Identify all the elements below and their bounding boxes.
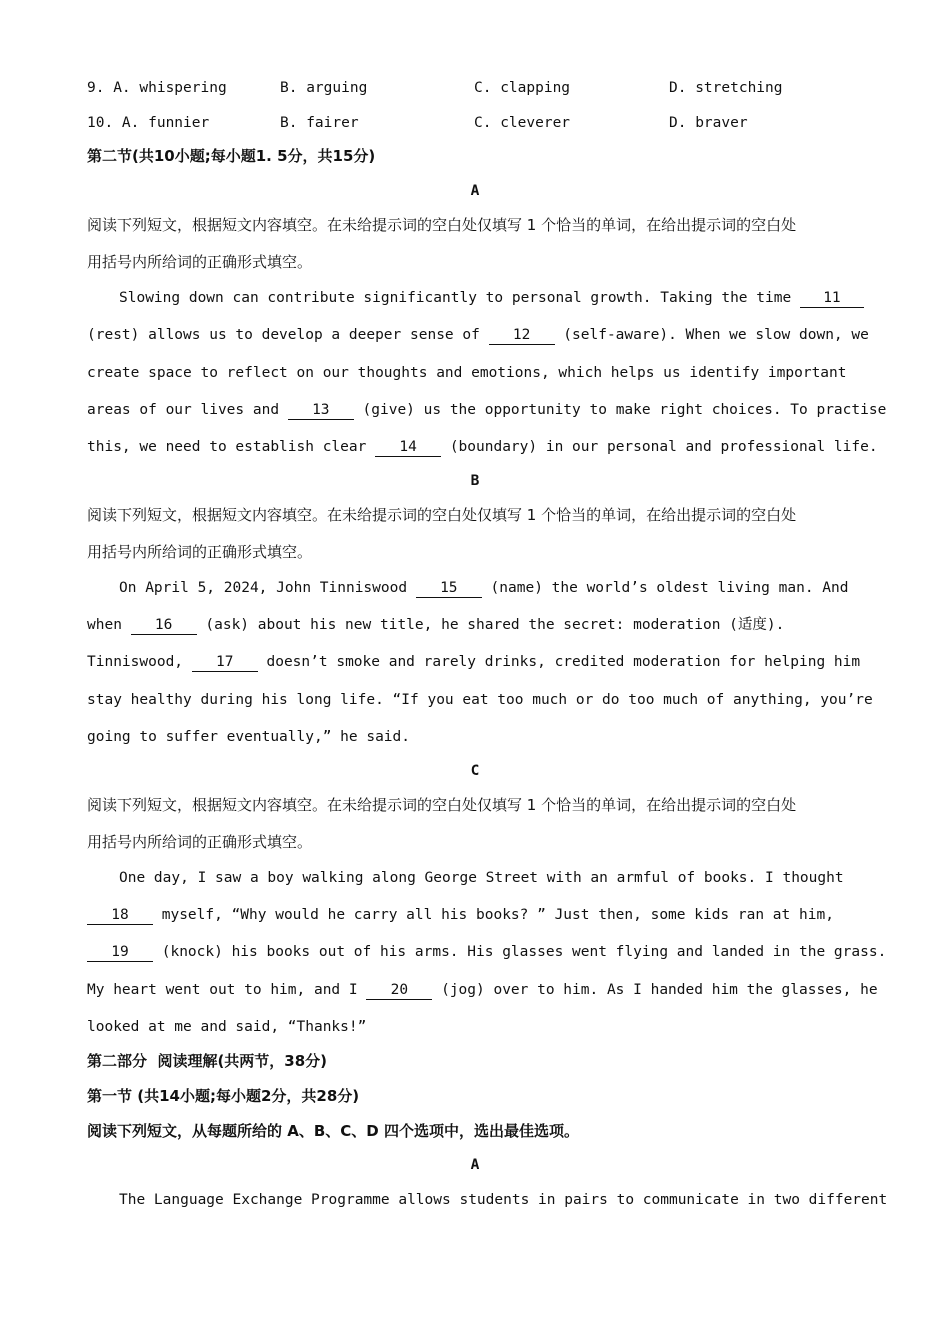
passage-c-line-5: looked at me and said, “Thanks!”: [87, 1019, 367, 1035]
reading-a-label: A: [470, 1157, 480, 1173]
part2-heading: 第二部分 阅读理解(共两节，38分): [87, 1052, 328, 1070]
q10-option-b: B. fairer: [280, 115, 359, 131]
passage-b-line-1: On April 5, 2024, John Tinniswood 15 (name) the world’s oldest living man. And: [119, 580, 849, 596]
blank-11[interactable]: 11: [800, 290, 864, 308]
passage-b-line-4: stay healthy during his long life. “If you eat too much or do too much of anything, you’re: [87, 692, 873, 708]
q9-option-a: 9. A. whispering: [87, 80, 227, 96]
passage-b-line-3: Tinniswood, 17 doesn’t smoke and rarely drinks, credited moderation for helping him: [87, 654, 861, 670]
blank-18[interactable]: 18: [87, 907, 153, 925]
passage-c-line-4: My heart went out to him, and I 20 (jog) over to him. As I handed him the glasses, he: [87, 982, 878, 998]
blank-20[interactable]: 20: [366, 982, 432, 1000]
passage-a-label: A: [470, 183, 480, 199]
q9-option-d: D. stretching: [669, 80, 783, 96]
blank-12[interactable]: 12: [489, 327, 555, 345]
q9-option-b: B. arguing: [280, 80, 368, 96]
instruction-b-line-2: 用括号内所给词的正确形式填空。: [87, 543, 313, 561]
passage-c-line-1: One day, I saw a boy walking along George Street with an armful of books. I thought: [119, 870, 844, 886]
passage-a-line-5: this, we need to establish clear 14 (boundary) in our personal and professional life.: [87, 439, 878, 455]
reading-instruction: 阅读下列短文，从每题所给的 A、B、C、D 四个选项中，选出最佳选项。: [87, 1122, 579, 1140]
q10-option-a: 10. A. funnier: [87, 115, 210, 131]
passage-c-line-2: 18 myself, “Why would he carry all his books? ” Just then, some kids ran at him,: [87, 905, 834, 925]
passage-a-line-1: Slowing down can contribute significantly to personal growth. Taking the time 11: [119, 288, 864, 308]
instruction-c-line-2: 用括号内所给词的正确形式填空。: [87, 833, 313, 851]
passage-b-line-5: going to suffer eventually,” he said.: [87, 729, 411, 745]
blank-16[interactable]: 16: [131, 617, 197, 635]
passage-b-label: B: [470, 473, 480, 489]
passage-c-label: C: [470, 763, 480, 779]
passage-a-line-3: create space to reflect on our thoughts and emotions, which helps us identify important: [87, 365, 847, 381]
q9-option-c: C. clapping: [474, 80, 571, 96]
q10-option-c: C. cleverer: [474, 115, 571, 131]
passage-a-line-2: (rest) allows us to develop a deeper sense of 12 (self-aware). When we slow down, we: [87, 327, 869, 343]
passage-a-line-4: areas of our lives and 13 (give) us the opportunity to make right choices. To practise: [87, 402, 887, 418]
instruction-line-1: 阅读下列短文，根据短文内容填空。在未给提示词的空白处仅填写 1 个恰当的单词，在给出提示词的空白处: [87, 216, 797, 234]
instruction-b-line-1: 阅读下列短文，根据短文内容填空。在未给提示词的空白处仅填写 1 个恰当的单词，在给出提示词的空白处: [87, 506, 797, 524]
passage-b-line-2: when 16 (ask) about his new title, he shared the secret: moderation (适度).: [87, 617, 785, 633]
blank-19[interactable]: 19: [87, 944, 153, 962]
blank-15[interactable]: 15: [416, 580, 482, 598]
section1-heading: 第一节 (共14小题;每小题2分，共28分): [87, 1087, 360, 1105]
reading-a-line-1: The Language Exchange Programme allows students in pairs to communicate in two different: [119, 1192, 888, 1208]
blank-13[interactable]: 13: [288, 402, 354, 420]
q10-option-d: D. braver: [669, 115, 748, 131]
blank-14[interactable]: 14: [375, 439, 441, 457]
section2-heading: 第二节(共10小题;每小题1. 5分，共15分): [87, 147, 376, 165]
blank-17[interactable]: 17: [192, 654, 258, 672]
instruction-c-line-1: 阅读下列短文，根据短文内容填空。在未给提示词的空白处仅填写 1 个恰当的单词，在给出提示词的空白处: [87, 796, 797, 814]
passage-c-line-3: 19 (knock) his books out of his arms. His glasses went flying and landed in the grass.: [87, 942, 886, 962]
instruction-line-2: 用括号内所给词的正确形式填空。: [87, 253, 313, 271]
